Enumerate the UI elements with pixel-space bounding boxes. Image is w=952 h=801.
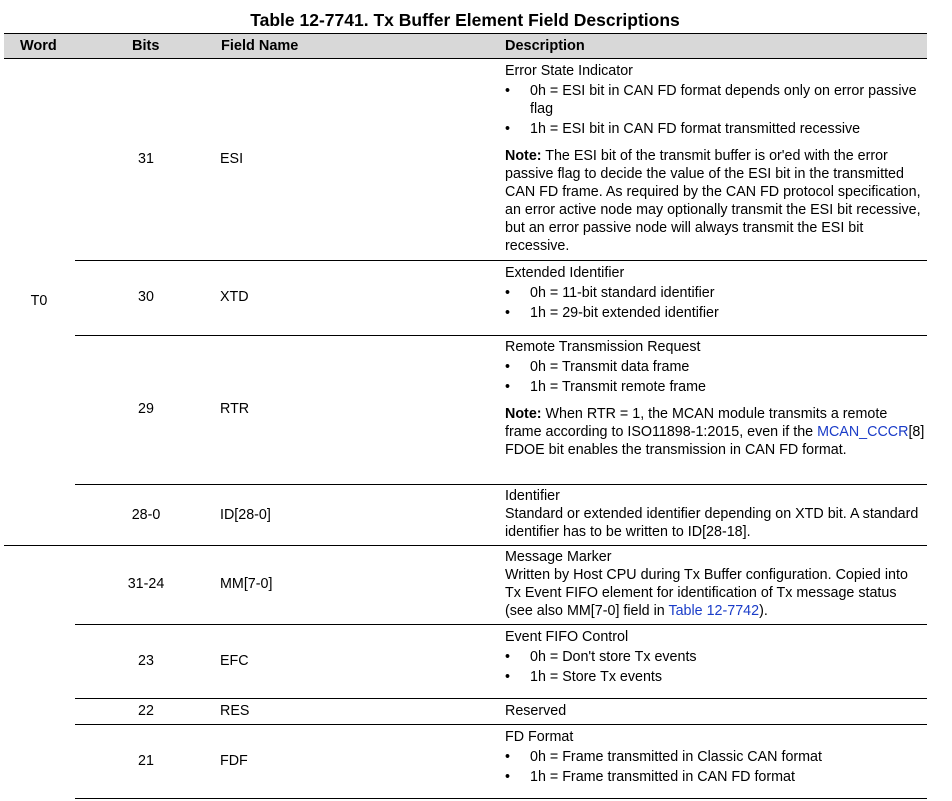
description-cell [505,264,925,322]
description-cell [505,628,925,686]
description-cell [505,548,925,620]
description-cell [505,338,925,459]
bullet-icon: • [505,769,511,785]
description-text: Written by Host CPU during Tx Buffer configuration. Copied into Tx Event FIFO element for identification of Tx message status (see also MM[7-0] field in Table 12-7742). [505,567,908,619]
description-cell [505,702,925,720]
row-divider [75,798,927,799]
bullet-list [505,284,925,322]
list-item: • 0h = 11-bit standard identifier [505,285,715,301]
table-12-7742-link[interactable]: Table 12-7742 [668,603,760,619]
description-text: Standard or extended identifier depending on XTD bit. A standard identifier has to be written to ID[28-18]. [505,506,919,540]
bullet-icon: • [505,305,511,321]
bullet-icon: • [505,285,511,301]
bullet-icon: • [505,359,511,375]
description-title: Event FIFO Control [505,629,629,645]
bits-cell: 29 [138,401,154,417]
field-name-cell: XTD [220,289,249,305]
row-divider [75,335,927,336]
note-paragraph: Note: When RTR = 1, the MCAN module transmits a remote frame according to ISO11898-1:2015, even if the MCAN_CCCR[8] FDOE bit enables the transmission in CAN FD format. [505,406,925,458]
bits-cell: 31 [138,151,154,167]
row-divider [75,260,927,261]
bullet-list [505,82,925,138]
word-group-divider [4,545,927,546]
list-item: • 1h = Store Tx events [505,669,663,685]
description-cell [505,487,925,541]
bullet-icon: • [505,669,511,685]
word-cell-t0: T0 [30,293,48,309]
bullet-list [505,358,925,396]
bits-cell: 23 [138,653,154,669]
description-title: Message Marker [505,549,612,565]
note-paragraph: Note: The ESI bit of the transmit buffer is or'ed with the error passive flag to decide the value of the ESI bit in the transmitted CAN FD frame. As required by the CAN FD protocol specification, an error active node may optionally transmit the ESI bit recessive, but an error passive node will always transmit the ESI bit recessive. [505,148,921,254]
bullet-icon: • [505,749,511,765]
field-name-cell: FDF [220,753,248,769]
field-name-cell: ESI [220,151,244,167]
description-cell [505,728,925,786]
row-divider [75,724,927,725]
list-item: • 0h = Don't store Tx events [505,649,697,665]
description-title: Extended Identifier [505,265,625,281]
list-item: • 0h = ESI bit in CAN FD format depends only on error passive flag [505,83,917,117]
column-header-word: Word [20,38,57,54]
field-name-cell: MM[7-0] [220,576,273,592]
bullet-list [505,748,925,786]
row-divider [75,624,927,625]
table-header-row [4,33,927,59]
field-name-cell: EFC [220,653,249,669]
bullet-icon: • [505,379,511,395]
bullet-icon: • [505,83,511,99]
description-title: Identifier [505,488,560,504]
column-header-field-name: Field Name [221,38,299,54]
description-title: Remote Transmission Request [505,339,701,355]
list-item: • 0h = Transmit data frame [505,359,690,375]
description-title: Reserved [505,703,567,719]
bits-cell: 30 [138,289,154,305]
mcan-cccr-link[interactable]: MCAN_CCCR [817,424,909,440]
bits-cell: 28-0 [131,507,161,523]
column-header-description: Description [505,38,585,54]
bits-cell: 21 [138,753,154,769]
field-name-cell: RTR [220,401,250,417]
description-title: Error State Indicator [505,63,633,79]
column-header-bits: Bits [132,38,160,54]
bits-cell: 31-24 [127,576,165,592]
row-divider [75,698,927,699]
list-item: • 1h = ESI bit in CAN FD format transmitted recessive [505,121,861,137]
field-name-cell: ID[28-0] [220,507,271,523]
bullet-icon: • [505,121,511,137]
list-item: • 1h = Transmit remote frame [505,379,706,395]
row-divider [75,484,927,485]
table-title: Table 12-7741. Tx Buffer Element Field Descriptions [250,10,680,30]
field-name-cell: RES [220,703,250,719]
list-item: • 1h = 29-bit extended identifier [505,305,719,321]
description-title: FD Format [505,729,574,745]
list-item: • 1h = Frame transmitted in CAN FD format [505,769,795,785]
bits-cell: 22 [138,703,154,719]
bullet-list [505,648,925,686]
description-cell [505,62,925,255]
list-item: • 0h = Frame transmitted in Classic CAN format [505,749,822,765]
bullet-icon: • [505,649,511,665]
